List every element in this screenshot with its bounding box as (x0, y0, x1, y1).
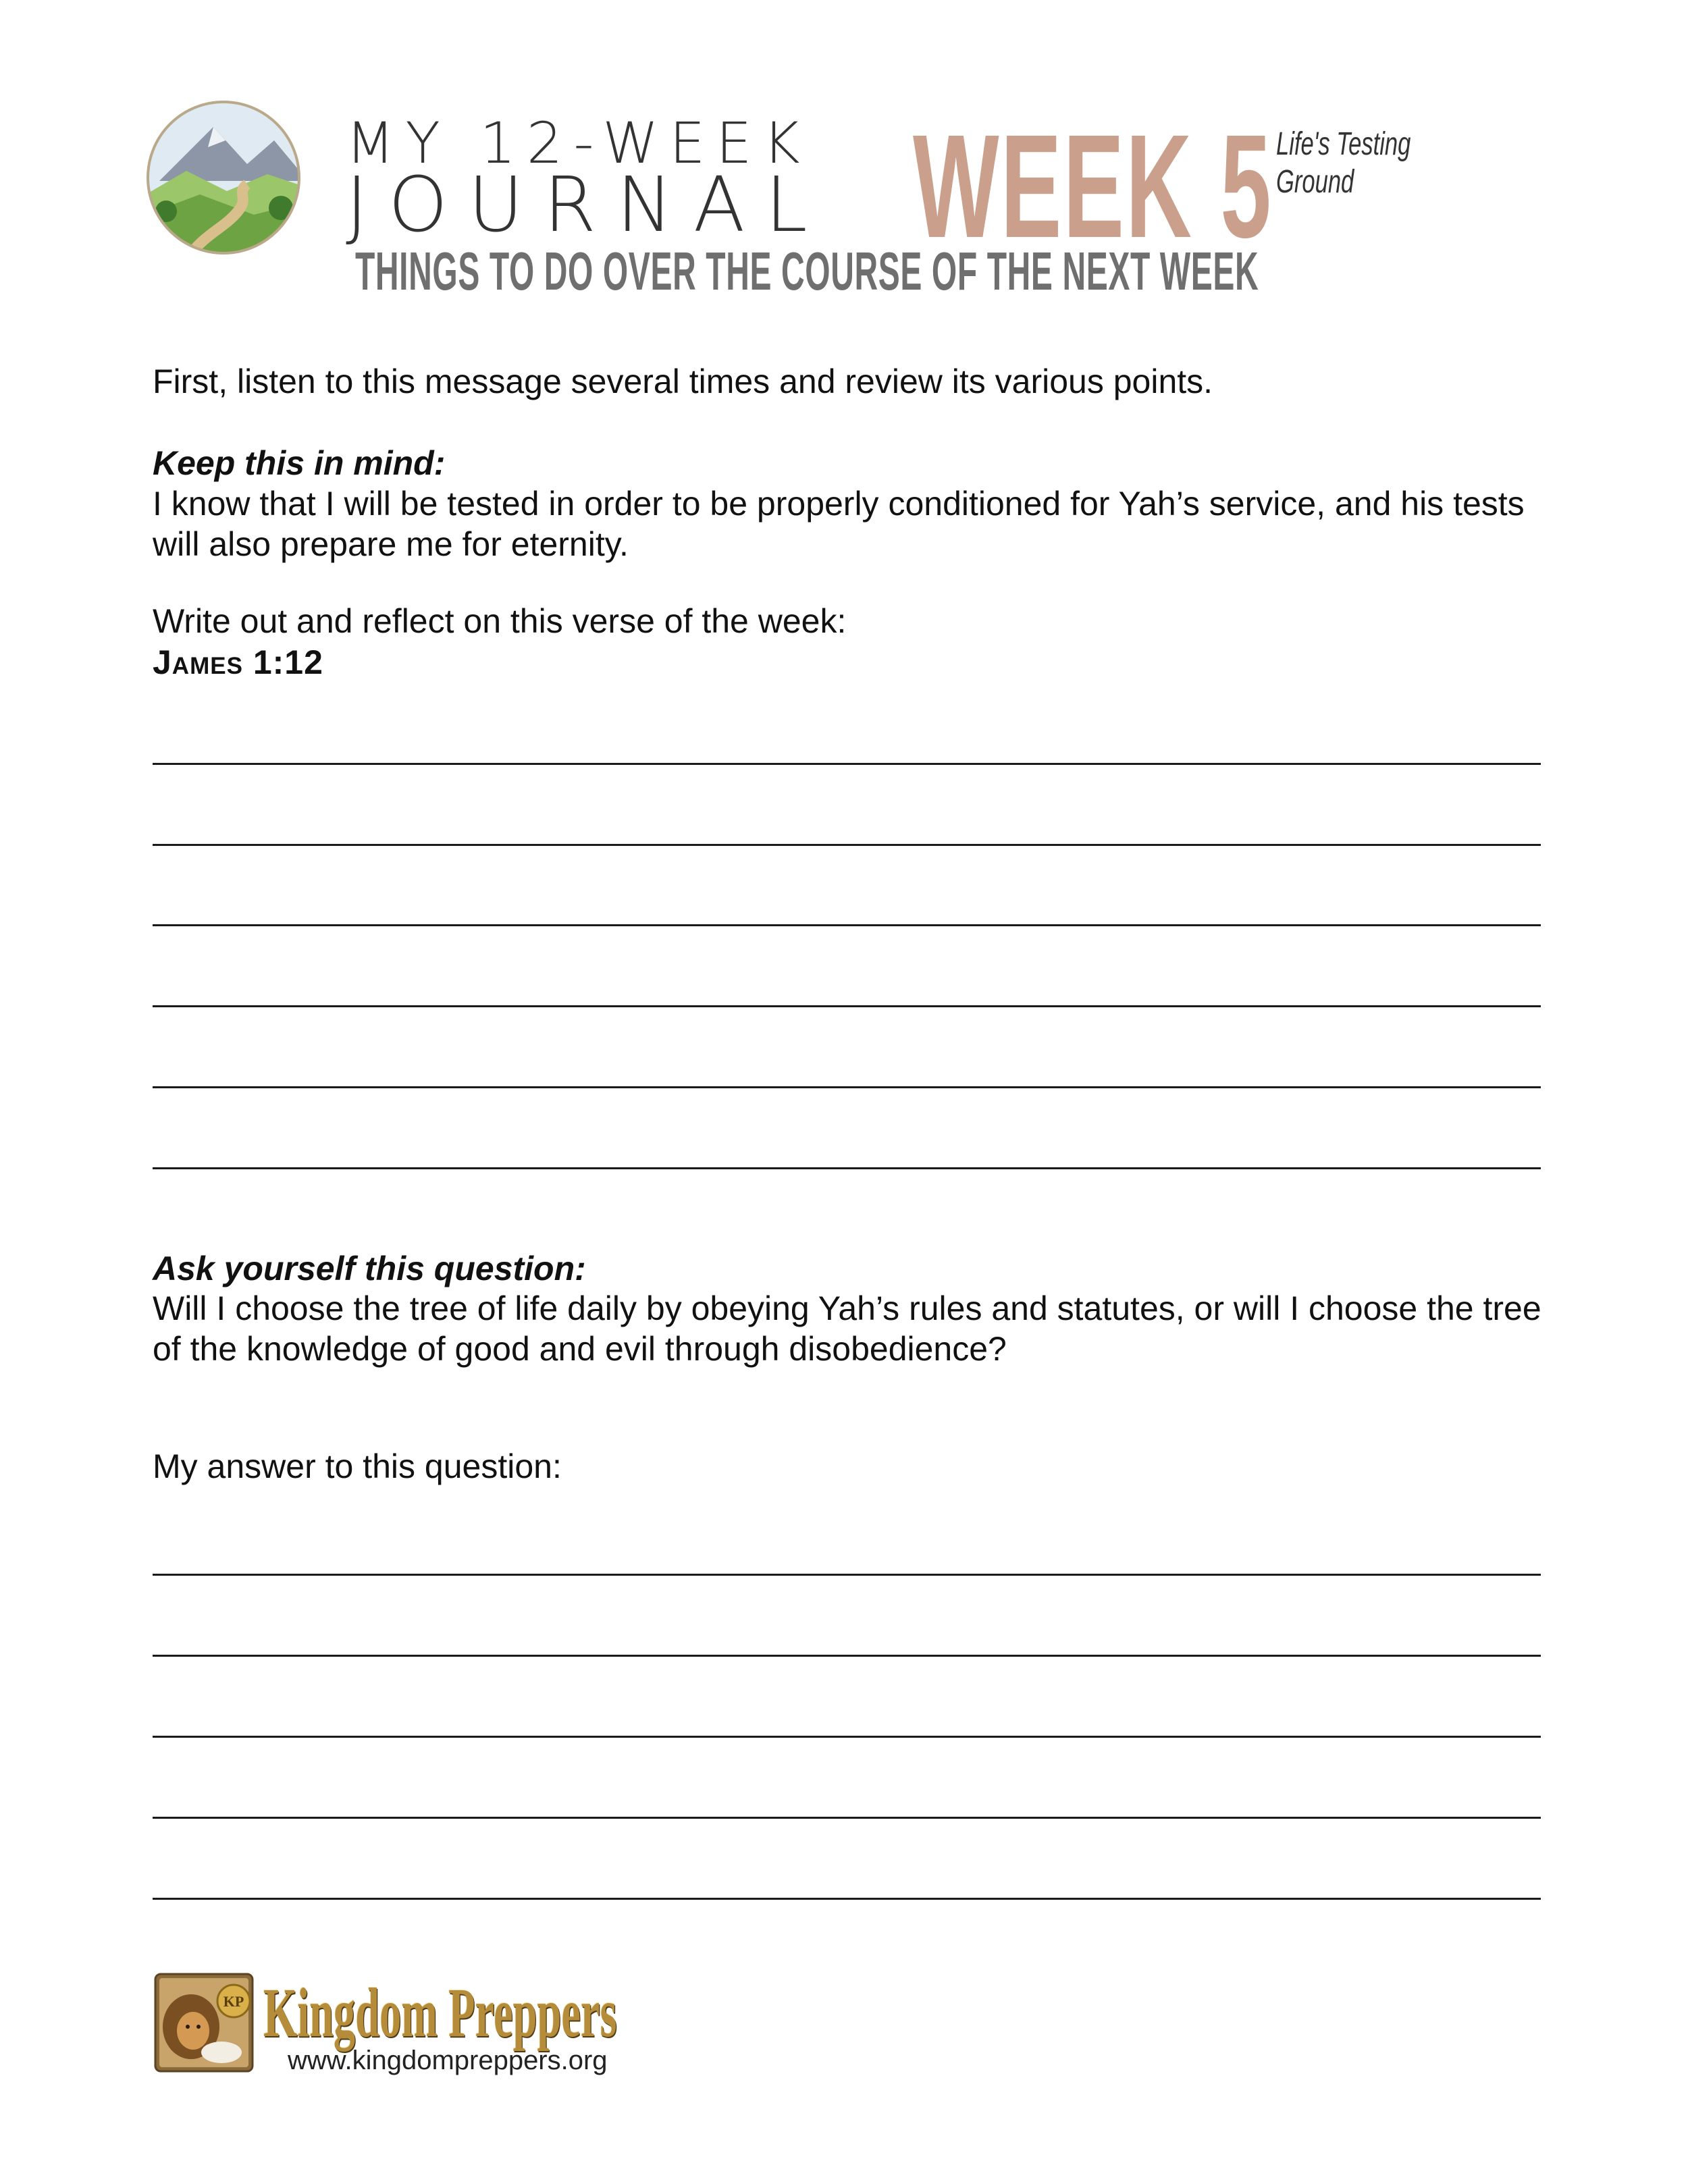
ask-question-text: Will I choose the tree of life daily by obeying Yah’s rules and statutes, or will I choose the tree of the knowledge of good and evil through disobedience? (153, 1289, 1541, 1368)
header-tagline: THINGS TO DO OVER THE COURSE OF THE NEXT WEEK (355, 241, 1259, 301)
lion-lamb-logo-icon (154, 1973, 254, 2073)
answer-writing-line[interactable] (153, 1574, 1541, 1576)
verse-writing-line[interactable] (153, 1005, 1541, 1007)
footer-url-link[interactable]: www.kingdompreppers.org (288, 2046, 608, 2075)
ask-question-heading: Ask yourself this question: (153, 1250, 586, 1287)
verse-writing-line[interactable] (153, 924, 1541, 926)
week-label: WEEK 5 (913, 105, 1273, 269)
verse-writing-line[interactable] (153, 844, 1541, 846)
week-subtitle-line2: Ground (1276, 164, 1354, 200)
verse-writing-line[interactable] (153, 1167, 1541, 1169)
answer-writing-line[interactable] (153, 1817, 1541, 1819)
journal-title-line2: JOURNAL (346, 161, 828, 249)
journal-title-line1: MY 12-WEEK (346, 110, 811, 176)
keep-in-mind-heading: Keep this in mind: (153, 444, 446, 482)
answer-writing-line[interactable] (153, 1736, 1541, 1738)
intro-text: First, listen to this message several times and review its various points. (153, 363, 1213, 400)
verse-reference: James 1:12 (153, 643, 323, 681)
logo-monogram: KP (223, 1993, 244, 2010)
landscape-logo-icon (146, 100, 301, 255)
footer-brand: Kingdom Preppers (263, 1974, 617, 2052)
answer-prompt: My answer to this question: (153, 1447, 562, 1485)
verse-prompt: Write out and reflect on this verse of the week: (153, 602, 847, 640)
answer-writing-line[interactable] (153, 1655, 1541, 1657)
verse-writing-line[interactable] (153, 1086, 1541, 1088)
keep-in-mind-text: I know that I will be tested in order to be properly conditioned for Yah’s service, and his tests will also prepare me for eternity. (153, 485, 1525, 563)
answer-writing-line[interactable] (153, 1898, 1541, 1900)
verse-writing-line[interactable] (153, 763, 1541, 765)
week-subtitle-line1: Life's Testing (1276, 126, 1411, 162)
